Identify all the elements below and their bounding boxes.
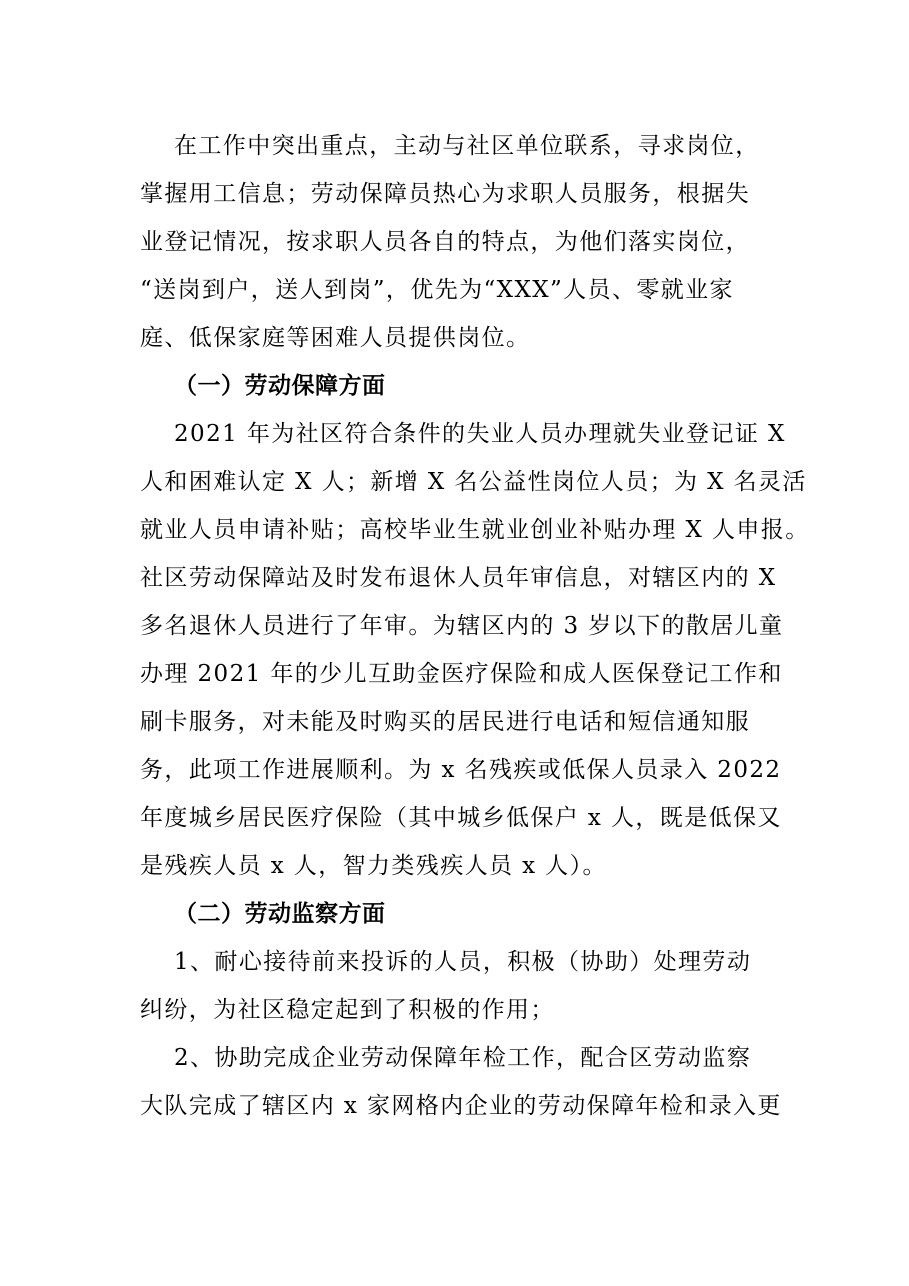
paragraph-security-line-1: 2021 年为社区符合条件的失业人员办理就失业登记证 X bbox=[174, 421, 786, 447]
paragraph-intro-line-3: 业登记情况，按求职人员各自的特点，为他们落实岗位， bbox=[140, 229, 750, 255]
paragraph-security-line-9: 年度城乡居民医疗保险（其中城乡低保户 x 人，既是低保又 bbox=[140, 805, 782, 831]
paragraph-security-line-6: 办理 2021 年的少儿互助金医疗保险和成人医保登记工作和 bbox=[140, 661, 783, 687]
paragraph-inspection-item-2-line-1: 2、协助完成企业劳动保障年检工作，配合区劳动监察 bbox=[174, 1045, 752, 1071]
paragraph-inspection-item-2-line-2: 大队完成了辖区内 x 家网格内企业的劳动保障年检和录入更 bbox=[140, 1093, 782, 1119]
paragraph-intro-line-4: “送岗到户，送人到岗”，优先为“XXX”人员、零就业家 bbox=[140, 277, 734, 303]
paragraph-security-line-5: 多名退休人员进行了年审。为辖区内的 3 岁以下的散居儿童 bbox=[140, 613, 784, 639]
paragraph-security-line-3: 就业人员申请补贴；高校毕业生就业创业补贴办理 X 人申报。 bbox=[140, 517, 810, 543]
paragraph-security-line-7: 刷卡服务，对未能及时购买的居民进行电话和短信通知服 bbox=[140, 709, 750, 735]
paragraph-inspection-item-1-line-1: 1、耐心接待前来投诉的人员，积极（协助）处理劳动 bbox=[174, 949, 752, 975]
paragraph-security-line-2: 人和困难认定 X 人；新增 X 名公益性岗位人员；为 X 名灵活 bbox=[140, 469, 807, 495]
paragraph-intro-line-1: 在工作中突出重点，主动与社区单位联系，寻求岗位， bbox=[174, 133, 760, 159]
section-heading-labor-security: （一）劳动保障方面 bbox=[174, 373, 386, 399]
paragraph-inspection-item-1-line-2: 纠纷，为社区稳定起到了积极的作用； bbox=[140, 997, 555, 1023]
paragraph-intro-line-5: 庭、低保家庭等困难人员提供岗位。 bbox=[140, 325, 531, 351]
section-heading-labor-inspection: （二）劳动监察方面 bbox=[174, 901, 386, 927]
paragraph-intro-line-2: 掌握用工信息；劳动保障员热心为求职人员服务，根据失 bbox=[140, 181, 750, 207]
paragraph-security-line-4: 社区劳动保障站及时发布退休人员年审信息，对辖区内的 X bbox=[140, 565, 777, 591]
paragraph-security-line-10: 是残疾人员 x 人，智力类残疾人员 x 人）。 bbox=[140, 853, 607, 879]
paragraph-security-line-8: 务，此项工作进展顺利。为 x 名残疾或低保人员录入 2022 bbox=[140, 757, 782, 783]
